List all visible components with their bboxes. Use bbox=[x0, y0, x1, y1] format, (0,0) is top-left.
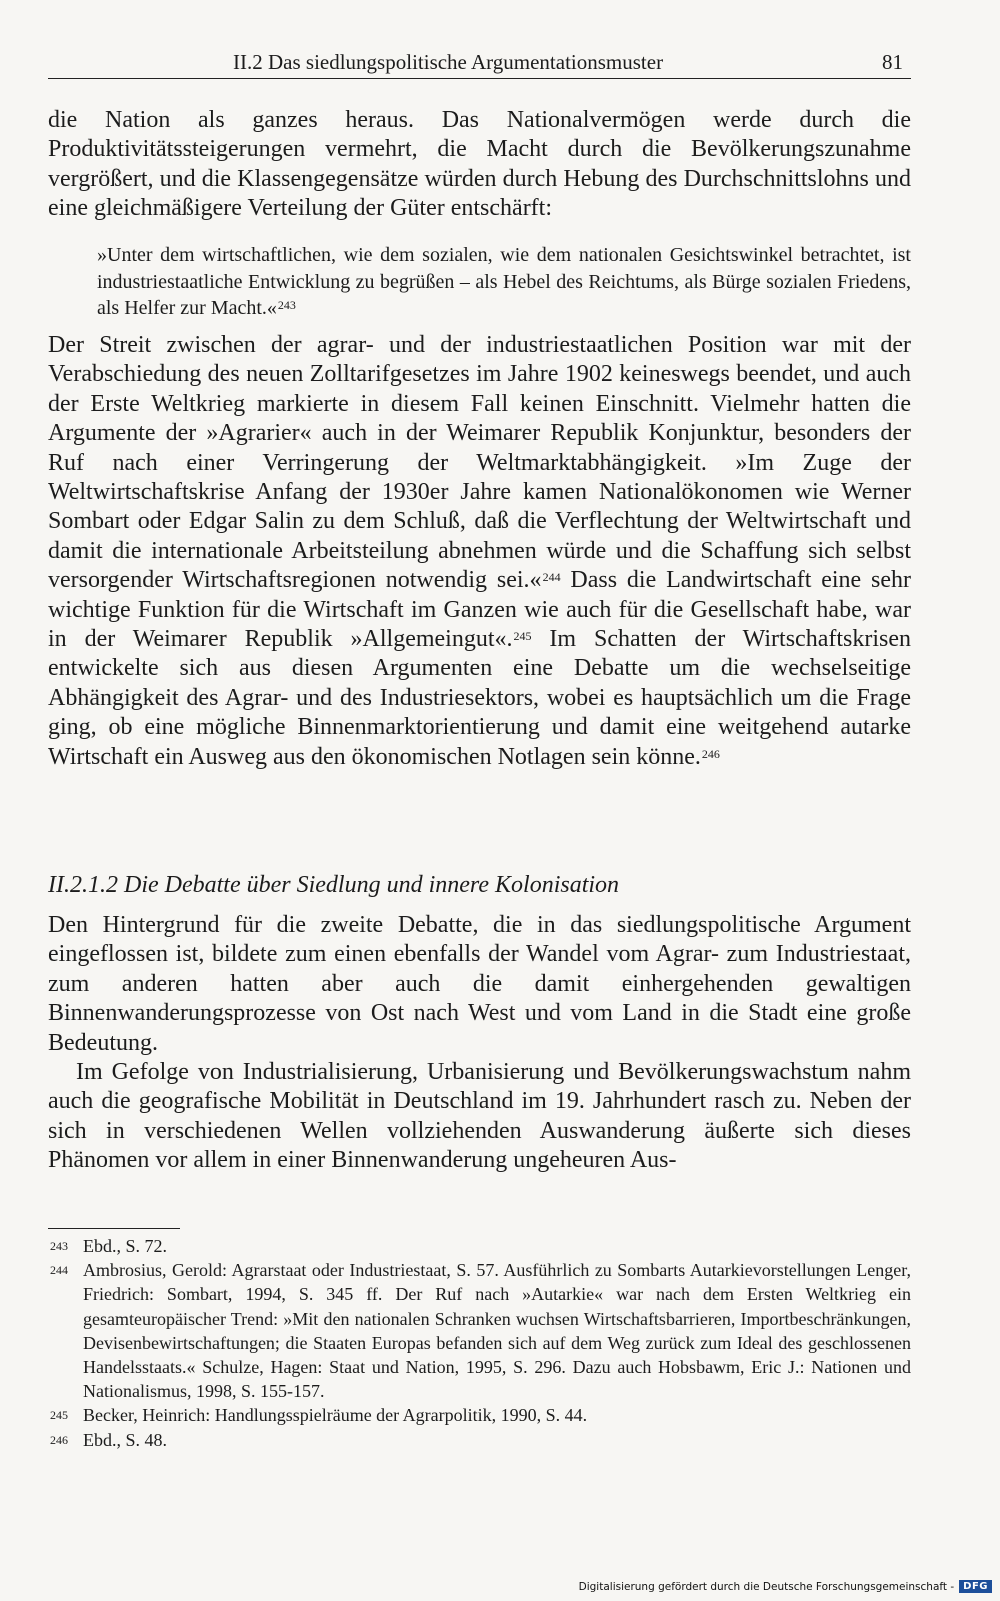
paragraph-2-part-2: Dass die Landwirtschaft eine sehr wichtige Funktion für die Wirtschaft im Ganzen wie auch für die Gesellschaft habe, war in der Weimarer Republik »Allgemeingut«. bbox=[48, 567, 912, 653]
footnote-ref-243[interactable]: 243 bbox=[277, 298, 296, 312]
footnote-text: Ambrosius, Gerold: Agrarstaat oder Industriestaat, S. 57. Ausführlich zu Sombarts Autarkievorstellungen Lenger, Friedrich: Sombart, 1994, S. 345 ff. Der Ruf nach »Autarkie« war nach dem Ersten Weltkrieg ein gesamteuropäischer Trend: »Mit den nationalen Schranken wuchsen Wirtschaftsbarrieren, Importbeschränkungen, Devisenbewirtschaftungen; die Staaten Europas befanden sich auf dem Weg zurück zum Ideal des geschlossenen Handelsstaats.« Schulze, Hagen: Staat und Nation, 1995, S. 296. Dazu auch Hobsbawm, Eric J.: Nationen und Nationalismus, 1998, S. 155-157. bbox=[83, 1260, 911, 1402]
footnotes bbox=[48, 1234, 911, 1452]
footnote-ref-245[interactable]: 245 bbox=[513, 629, 532, 644]
footnote-245 bbox=[48, 1403, 911, 1427]
footnote-text: Ebd., S. 72. bbox=[83, 1236, 168, 1256]
page-number: 81 bbox=[882, 50, 903, 74]
footnote-number: 244 bbox=[50, 1263, 68, 1278]
running-header bbox=[48, 50, 911, 79]
footnote-243 bbox=[48, 1234, 911, 1258]
paragraph-3-text: Den Hintergrund für die zweite Debatte, die in das siedlungspolitische Argument eingeflossen ist, bildete zum einen ebenfalls der Wandel vom Agrar- zum Industriestaat, zum anderen hatten aber auch die damit einhergehenden gewaltigen Binnenwanderungsprozesse von Ost nach West und vom Land in die Stadt eine große Bedeutung. bbox=[48, 912, 911, 1056]
section-heading: II.2.1.2 Die Debatte über Siedlung und innere Kolonisation bbox=[48, 872, 620, 898]
footnote-divider bbox=[48, 1228, 180, 1229]
footnote-number: 246 bbox=[50, 1432, 68, 1447]
dfg-logo-icon: DFG bbox=[959, 1580, 992, 1593]
footnote-number: 245 bbox=[50, 1408, 68, 1423]
paragraph-2-part-3: Im Schatten der Wirtschaftskrisen entwickelte sich aus diesen Argumenten eine Debatte um die wechselseitige Abhängigkeit des Agrar- und des Industriesektors, wobei es hauptsächlich um die Frage ging, ob eine mögliche Binnenmarktorientierung und damit eine weitgehend autarke Wirtschaft ein Ausweg aus den ökonomischen Notlagen sein könne. bbox=[48, 626, 911, 770]
block-quote-text: »Unter dem wirtschaftlichen, wie dem sozialen, wie dem nationalen Gesichtswinkel betrachtet, ist industriestaatliche Entwicklung zu begrüßen – als Hebel des Reichtums, als Bürge sozialen Friedens, als Helfer zur Macht.« bbox=[97, 244, 911, 319]
paragraph-3-4 bbox=[48, 911, 911, 1176]
paragraph-4-text: Im Gefolge von Industrialisierung, Urbanisierung und Bevölkerungswachstum nahm auch die geografische Mobilität in Deutschland im 19. Jahrhundert rasch zu. Neben der sich in verschiedenen Wellen vollziehenden Auswanderung äußerte sich dieses Phänomen vor allem in einer Binnenwanderung ungeheuren Aus- bbox=[48, 1059, 911, 1174]
footnote-244 bbox=[48, 1258, 911, 1403]
running-header-title: II.2 Das siedlungspolitische Argumentationsmuster bbox=[233, 50, 664, 74]
paragraph-2 bbox=[48, 331, 911, 772]
footnote-246 bbox=[48, 1428, 911, 1452]
block-quote bbox=[97, 242, 911, 322]
dfg-funding-notice bbox=[579, 1580, 992, 1593]
footnote-number: 243 bbox=[50, 1239, 68, 1253]
dfg-notice-text: Digitalisierung gefördert durch die Deutsche Forschungsgemeinschaft - bbox=[578, 1580, 955, 1593]
footnote-ref-244[interactable]: 244 bbox=[542, 570, 561, 585]
footnote-text: Ebd., S. 48. bbox=[83, 1429, 168, 1450]
footnote-ref-246[interactable]: 246 bbox=[701, 746, 720, 761]
paragraph-1 bbox=[48, 106, 911, 224]
footnote-text: Becker, Heinrich: Handlungsspielräume der Agrarpolitik, 1990, S. 44. bbox=[83, 1405, 588, 1426]
paragraph-2-part-1: Der Streit zwischen der agrar- und der industriestaatlichen Position war mit der Verabschiedung des neuen Zolltarifgesetzes im Jahre 1902 keineswegs beendet, und auch der Erste Weltkrieg markierte in diesem Fall keinen Einschnitt. Vielmehr hatten die Argumente der »Agrarier« auch in der Weimarer Republik Konjunktur, besonders der Ruf nach einer Verringerung der Weltmarktabhängigkeit. »Im Zuge der Weltwirtschaftskrise Anfang der 1930er Jahre kamen Nationalökonomen wie Werner Sombart oder Edgar Salin zu dem Schluß, daß die Verflechtung der Weltwirtschaft und damit die internationale Arbeitsteilung abnehmen würde und die Schaffung sich selbst versorgender Wirtschaftsregionen notwendig sei.« bbox=[48, 332, 911, 594]
paragraph-1-text: die Nation als ganzes heraus. Das Nationalvermögen werde durch die Produktivitätssteigerungen vermehrt, die Macht durch die Bevölkerungszunahme vergrößert, und die Klassengegensätze würden durch Hebung des Durchschnittslohns und eine gleichmäßigere Verteilung der Güter entschärft: bbox=[48, 107, 911, 222]
